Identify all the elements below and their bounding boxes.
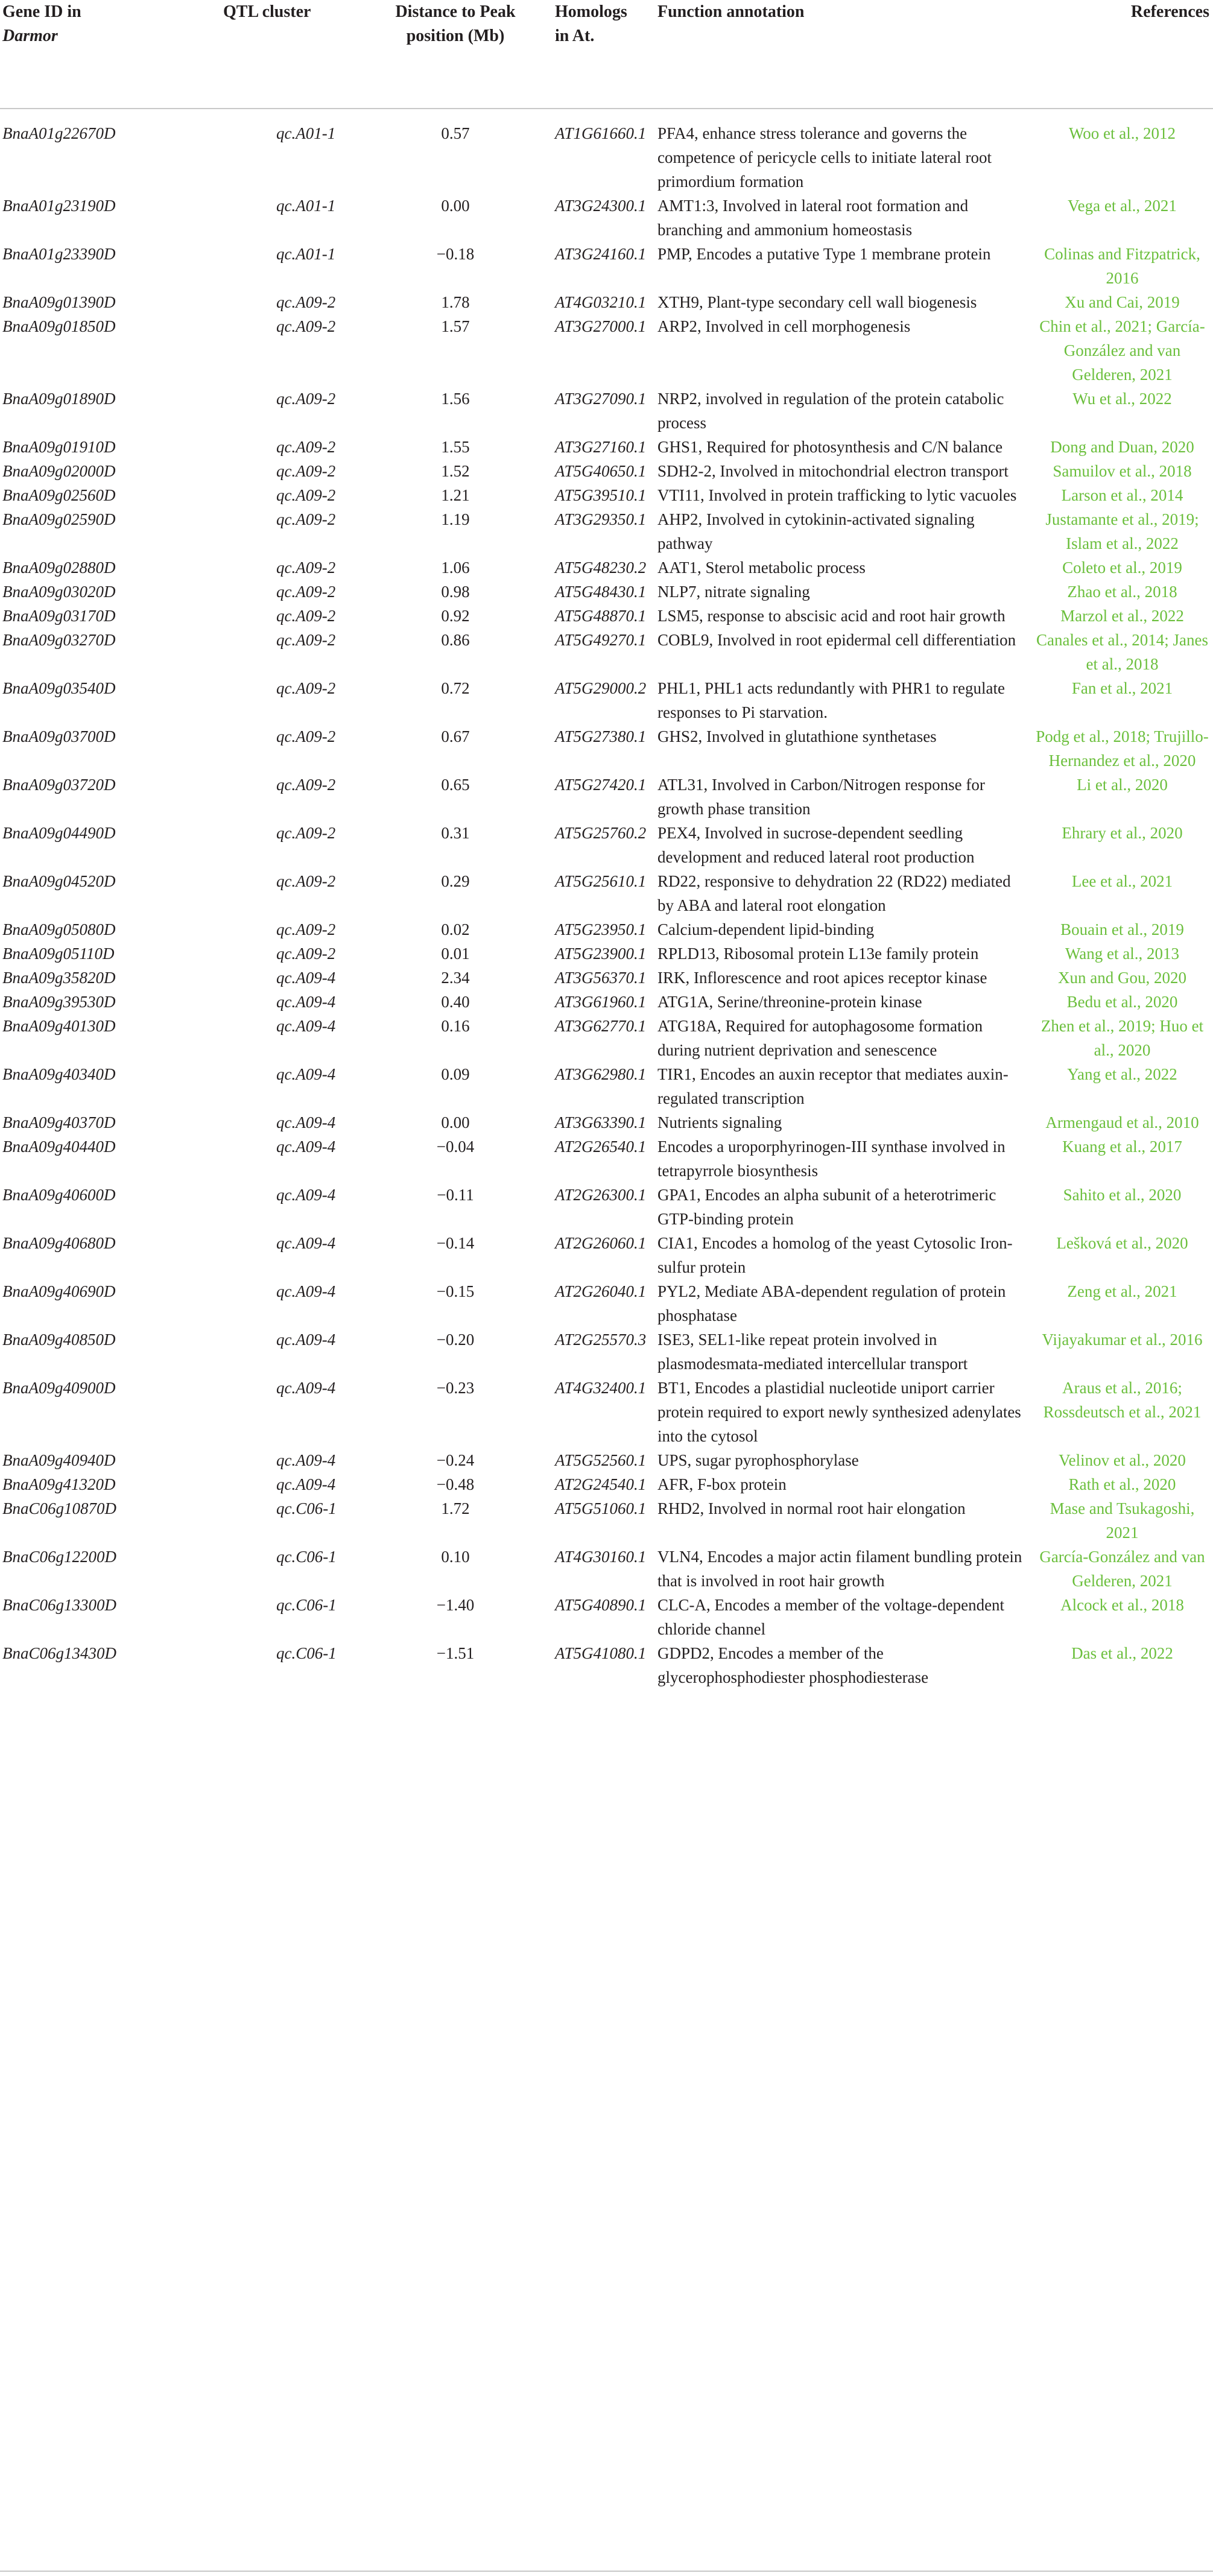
- reference-link[interactable]: Armengaud et al., 2010: [1045, 1113, 1199, 1131]
- homolog-cell: AT5G41080.1: [555, 1644, 647, 1662]
- reference-link[interactable]: Larson et al., 2014: [1061, 486, 1183, 504]
- table-row: [0, 483, 1213, 507]
- qtl-cluster-cell: qc.A09-4: [276, 1017, 336, 1035]
- gene-id-cell: BnaA09g40340D: [2, 1065, 116, 1083]
- function-annotation-cell: AAT1, Sterol metabolic process: [657, 559, 866, 577]
- reference-link[interactable]: Bedu et al., 2020: [1066, 993, 1178, 1011]
- header-function: Function annotation: [645, 0, 1031, 109]
- gene-id-cell: BnaA09g03020D: [2, 583, 116, 601]
- homolog-cell: AT4G30160.1: [555, 1548, 647, 1566]
- table-row: [0, 821, 1213, 869]
- homolog-cell: AT5G25760.2: [555, 824, 647, 842]
- reference-link[interactable]: Fan et al., 2021: [1071, 679, 1173, 697]
- function-annotation-cell: XTH9, Plant-type secondary cell wall biogenesis: [657, 293, 977, 311]
- homolog-cell: AT1G61660.1: [555, 124, 647, 142]
- table-body: [0, 109, 1213, 1689]
- gene-id-cell: BnaA09g41320D: [2, 1475, 116, 1493]
- gene-id-cell: BnaA09g40850D: [2, 1331, 116, 1349]
- reference-link[interactable]: Sahito et al., 2020: [1063, 1186, 1182, 1204]
- table-row: [0, 1014, 1213, 1062]
- reference-link[interactable]: Justamante et al., 2019; Islam et al., 2022: [1045, 510, 1199, 552]
- qtl-cluster-cell: qc.A09-4: [276, 1379, 336, 1397]
- homolog-cell: AT5G39510.1: [555, 486, 647, 504]
- distance-cell: 0.86: [441, 631, 470, 649]
- gene-id-cell: BnaA09g40130D: [2, 1017, 116, 1035]
- table-row: [0, 314, 1213, 387]
- table-row: [0, 869, 1213, 917]
- gene-id-cell: BnaA09g03720D: [2, 776, 116, 794]
- qtl-cluster-cell: qc.A09-2: [276, 559, 336, 577]
- function-annotation-cell: AHP2, Involved in cytokinin-activated signaling pathway: [657, 510, 975, 552]
- gene-id-cell: BnaA01g22670D: [2, 124, 116, 142]
- reference-link[interactable]: Vega et al., 2021: [1068, 197, 1177, 215]
- qtl-cluster-cell: qc.A09-2: [276, 872, 336, 890]
- qtl-cluster-cell: qc.A09-2: [276, 510, 336, 528]
- function-annotation-cell: ATL31, Involved in Carbon/Nitrogen response for growth phase transition: [657, 776, 985, 818]
- table-row: [0, 1641, 1213, 1689]
- reference-link[interactable]: Ehrary et al., 2020: [1062, 824, 1183, 842]
- table-row: [0, 1472, 1213, 1496]
- gene-id-cell: BnaA01g23190D: [2, 197, 116, 215]
- gene-id-cell: BnaA09g03270D: [2, 631, 116, 649]
- table-row: [0, 290, 1213, 314]
- reference-link[interactable]: Das et al., 2022: [1071, 1644, 1173, 1662]
- gene-id-cell: BnaA09g40680D: [2, 1234, 116, 1252]
- table-row: [0, 990, 1213, 1014]
- table-row: [0, 435, 1213, 459]
- reference-link[interactable]: Woo et al., 2012: [1068, 124, 1176, 142]
- homolog-cell: AT5G27380.1: [555, 727, 647, 745]
- distance-cell: 0.16: [441, 1017, 470, 1035]
- homolog-cell: AT5G40650.1: [555, 462, 647, 480]
- qtl-cluster-cell: qc.A09-4: [276, 1282, 336, 1300]
- function-annotation-cell: ATG1A, Serine/threonine-protein kinase: [657, 993, 922, 1011]
- qtl-cluster-cell: qc.A01-1: [276, 124, 336, 142]
- table-header: [0, 0, 1213, 109]
- homolog-cell: AT5G23900.1: [555, 945, 647, 963]
- qtl-cluster-cell: qc.A09-2: [276, 920, 336, 938]
- distance-cell: −1.40: [436, 1596, 475, 1614]
- table-row: [0, 966, 1213, 990]
- qtl-cluster-cell: qc.A09-4: [276, 1234, 336, 1252]
- reference-link[interactable]: Podg et al., 2018; Trujillo-Hernandez et al., 2020: [1036, 727, 1209, 770]
- qtl-cluster-cell: qc.A09-4: [276, 1451, 336, 1469]
- function-annotation-cell: PFA4, enhance stress tolerance and governs the competence of pericycle cells to initiate lateral root primordium formation: [657, 124, 992, 191]
- function-annotation-cell: LSM5, response to abscisic acid and root hair growth: [657, 607, 1006, 625]
- reference-link[interactable]: Xu and Cai, 2019: [1065, 293, 1180, 311]
- homolog-cell: AT3G24160.1: [555, 245, 647, 263]
- qtl-cluster-cell: qc.C06-1: [276, 1499, 337, 1517]
- homolog-cell: AT3G24300.1: [555, 197, 647, 215]
- reference-link[interactable]: Dong and Duan, 2020: [1050, 438, 1194, 456]
- header-homologs: Homologs in At.: [531, 0, 645, 109]
- distance-cell: −0.11: [437, 1186, 474, 1204]
- gene-id-cell: BnaA09g03540D: [2, 679, 116, 697]
- qtl-cluster-cell: qc.A09-4: [276, 993, 336, 1011]
- function-annotation-cell: ISE3, SEL1-like repeat protein involved in plasmodesmata-mediated intercellular transport: [657, 1331, 968, 1373]
- table-row: [0, 1062, 1213, 1110]
- table-row: [0, 194, 1213, 242]
- reference-link[interactable]: Zeng et al., 2021: [1067, 1282, 1177, 1300]
- homolog-cell: AT5G51060.1: [555, 1499, 647, 1517]
- homolog-cell: AT2G26060.1: [555, 1234, 647, 1252]
- table-row: [0, 1135, 1213, 1183]
- header-references: References: [1031, 0, 1213, 109]
- table-row: [0, 555, 1213, 580]
- gene-id-cell: BnaA09g35820D: [2, 969, 116, 987]
- gene-id-cell: BnaA09g02590D: [2, 510, 116, 528]
- homolog-cell: AT4G32400.1: [555, 1379, 647, 1397]
- gene-id-cell: BnaA09g02560D: [2, 486, 116, 504]
- function-annotation-cell: NLP7, nitrate signaling: [657, 583, 810, 601]
- gene-id-cell: BnaA09g01850D: [2, 317, 116, 335]
- function-annotation-cell: GHS1, Required for photosynthesis and C/N balance: [657, 438, 1003, 456]
- gene-id-cell: BnaA09g01910D: [2, 438, 116, 456]
- distance-cell: 0.65: [441, 776, 470, 794]
- gene-id-cell: BnaA09g02880D: [2, 559, 116, 577]
- table-row: [0, 109, 1213, 194]
- table-row: [0, 507, 1213, 555]
- homolog-cell: AT3G27000.1: [555, 317, 647, 335]
- reference-link[interactable]: Bouain et al., 2019: [1060, 920, 1184, 938]
- function-annotation-cell: IRK, Inflorescence and root apices receptor kinase: [657, 969, 987, 987]
- table-row: [0, 1183, 1213, 1231]
- function-annotation-cell: NRP2, involved in regulation of the protein catabolic process: [657, 390, 1004, 432]
- gene-id-cell: BnaA09g40940D: [2, 1451, 116, 1469]
- distance-cell: 1.21: [441, 486, 470, 504]
- reference-link[interactable]: Colinas and Fitzpatrick, 2016: [1044, 245, 1200, 287]
- qtl-cluster-cell: qc.A09-2: [276, 438, 336, 456]
- reference-link[interactable]: Wu et al., 2022: [1072, 390, 1172, 408]
- distance-cell: 0.67: [441, 727, 470, 745]
- homolog-cell: AT5G25610.1: [555, 872, 647, 890]
- reference-link[interactable]: Canales et al., 2014; Janes et al., 2018: [1036, 631, 1208, 673]
- distance-cell: 0.29: [441, 872, 470, 890]
- reference-link[interactable]: García-González and van Gelderen, 2021: [1039, 1548, 1205, 1590]
- homolog-cell: AT3G62980.1: [555, 1065, 647, 1083]
- qtl-cluster-cell: qc.A09-4: [276, 1113, 336, 1131]
- homolog-cell: AT5G40890.1: [555, 1596, 647, 1614]
- header-row: [0, 0, 1213, 109]
- qtl-cluster-cell: qc.A09-4: [276, 1331, 336, 1349]
- function-annotation-cell: VLN4, Encodes a major actin filament bundling protein that is involved in root hair growth: [657, 1548, 1022, 1590]
- qtl-cluster-cell: qc.A09-2: [276, 607, 336, 625]
- distance-cell: 0.72: [441, 679, 470, 697]
- qtl-cluster-cell: qc.A09-4: [276, 969, 336, 987]
- function-annotation-cell: PMP, Encodes a putative Type 1 membrane protein: [657, 245, 991, 263]
- distance-cell: −0.20: [436, 1331, 475, 1349]
- reference-link[interactable]: Wang et al., 2013: [1065, 945, 1180, 963]
- homolog-cell: AT5G27420.1: [555, 776, 647, 794]
- qtl-cluster-cell: qc.C06-1: [276, 1596, 337, 1614]
- homolog-cell: AT3G61960.1: [555, 993, 647, 1011]
- table-row: [0, 1231, 1213, 1279]
- table-row: [0, 1496, 1213, 1545]
- distance-cell: −0.14: [436, 1234, 475, 1252]
- reference-link[interactable]: Kuang et al., 2017: [1062, 1138, 1182, 1156]
- reference-link[interactable]: Araus et al., 2016; Rossdeutsch et al., 2021: [1043, 1379, 1202, 1421]
- homolog-cell: AT2G26040.1: [555, 1282, 647, 1300]
- table-row: [0, 1593, 1213, 1641]
- function-annotation-cell: SDH2-2, Involved in mitochondrial electron transport: [657, 462, 1009, 480]
- distance-cell: 1.06: [441, 559, 470, 577]
- table-row: [0, 917, 1213, 941]
- function-annotation-cell: VTI11, Involved in protein trafficking to lytic vacuoles: [657, 486, 1017, 504]
- function-annotation-cell: GHS2, Involved in glutathione synthetases: [657, 727, 937, 745]
- distance-cell: 0.10: [441, 1548, 470, 1566]
- function-annotation-cell: UPS, sugar pyrophosphorylase: [657, 1451, 859, 1469]
- gene-id-cell: BnaA09g40370D: [2, 1113, 116, 1131]
- qtl-cluster-cell: qc.A09-2: [276, 824, 336, 842]
- table-row: [0, 1279, 1213, 1328]
- gene-id-cell: BnaA09g40690D: [2, 1282, 116, 1300]
- distance-cell: 0.01: [441, 945, 470, 963]
- table-row: [0, 1545, 1213, 1593]
- qtl-cluster-cell: qc.A09-2: [276, 293, 336, 311]
- homolog-cell: AT2G26540.1: [555, 1138, 647, 1156]
- qtl-cluster-cell: qc.A01-1: [276, 245, 336, 263]
- header-gene-id-em: Darmor: [2, 27, 58, 45]
- table-row: [0, 1376, 1213, 1448]
- homolog-cell: AT5G23950.1: [555, 920, 647, 938]
- gene-id-cell: BnaC06g12200D: [2, 1548, 116, 1566]
- distance-cell: 1.72: [441, 1499, 470, 1517]
- function-annotation-cell: TIR1, Encodes an auxin receptor that mediates auxin-regulated transcription: [657, 1065, 1009, 1107]
- table-row: [0, 580, 1213, 604]
- table-row: [0, 941, 1213, 966]
- function-annotation-cell: RHD2, Involved in normal root hair elongation: [657, 1499, 966, 1517]
- distance-cell: 1.52: [441, 462, 470, 480]
- table-row: [0, 773, 1213, 821]
- reference-link[interactable]: Velinov et al., 2020: [1059, 1451, 1186, 1469]
- gene-id-cell: BnaA09g02000D: [2, 462, 116, 480]
- distance-cell: 1.57: [441, 317, 470, 335]
- homolog-cell: AT5G29000.2: [555, 679, 647, 697]
- qtl-cluster-cell: qc.A09-4: [276, 1065, 336, 1083]
- homolog-cell: AT5G48430.1: [555, 583, 647, 601]
- function-annotation-cell: CIA1, Encodes a homolog of the yeast Cytosolic Iron-sulfur protein: [657, 1234, 1013, 1276]
- function-annotation-cell: AMT1:3, Involved in lateral root formation and branching and ammonium homeostasis: [657, 197, 969, 239]
- homolog-cell: AT2G26300.1: [555, 1186, 647, 1204]
- homolog-cell: AT3G27090.1: [555, 390, 647, 408]
- distance-cell: 0.09: [441, 1065, 470, 1083]
- qtl-cluster-cell: qc.C06-1: [276, 1548, 337, 1566]
- gene-id-cell: BnaC06g13430D: [2, 1644, 116, 1662]
- header-gene-id-label: Gene ID in: [2, 2, 81, 21]
- qtl-cluster-cell: qc.A09-2: [276, 317, 336, 335]
- reference-link[interactable]: Mase and Tsukagoshi, 2021: [1050, 1499, 1195, 1542]
- homolog-cell: AT3G27160.1: [555, 438, 647, 456]
- distance-cell: −1.51: [436, 1644, 475, 1662]
- table-row: [0, 1448, 1213, 1472]
- qtl-cluster-cell: qc.A09-4: [276, 1186, 336, 1204]
- homolog-cell: AT3G29350.1: [555, 510, 647, 528]
- distance-cell: −0.18: [436, 245, 475, 263]
- qtl-cluster-cell: qc.A09-2: [276, 583, 336, 601]
- distance-cell: 1.55: [441, 438, 470, 456]
- qtl-cluster-cell: qc.C06-1: [276, 1644, 337, 1662]
- function-annotation-cell: BT1, Encodes a plastidial nucleotide uniport carrier protein required to export newly synthesized adenylates into the cytosol: [657, 1379, 1021, 1445]
- gene-id-cell: BnaA09g04490D: [2, 824, 116, 842]
- distance-cell: 0.40: [441, 993, 470, 1011]
- function-annotation-cell: RD22, responsive to dehydration 22 (RD22) mediated by ABA and lateral root elongation: [657, 872, 1011, 914]
- table-row: [0, 1110, 1213, 1135]
- homolog-cell: AT2G24540.1: [555, 1475, 647, 1493]
- gene-id-cell: BnaA09g03170D: [2, 607, 116, 625]
- reference-link[interactable]: Zhen et al., 2019; Huo et al., 2020: [1040, 1017, 1204, 1059]
- gene-id-cell: BnaA09g01390D: [2, 293, 116, 311]
- reference-link[interactable]: Zhao et al., 2018: [1067, 583, 1177, 601]
- distance-cell: 2.34: [441, 969, 470, 987]
- function-annotation-cell: Calcium-dependent lipid-binding: [657, 920, 875, 938]
- homolog-cell: AT3G56370.1: [555, 969, 647, 987]
- homolog-cell: AT3G63390.1: [555, 1113, 647, 1131]
- table-row: [0, 459, 1213, 483]
- reference-link[interactable]: Yang et al., 2022: [1067, 1065, 1177, 1083]
- header-qtl-cluster: QTL cluster: [223, 0, 380, 109]
- function-annotation-cell: COBL9, Involved in root epidermal cell differentiation: [657, 631, 1016, 649]
- function-annotation-cell: PHL1, PHL1 acts redundantly with PHR1 to regulate responses to Pi starvation.: [657, 679, 1005, 721]
- function-annotation-cell: Encodes a uroporphyrinogen-III synthase involved in tetrapyrrole biosynthesis: [657, 1138, 1006, 1180]
- distance-cell: 0.98: [441, 583, 470, 601]
- distance-cell: 1.78: [441, 293, 470, 311]
- distance-cell: 0.02: [441, 920, 470, 938]
- qtl-cluster-cell: qc.A09-2: [276, 462, 336, 480]
- function-annotation-cell: ATG18A, Required for autophagosome formation during nutrient deprivation and senescence: [657, 1017, 983, 1059]
- reference-link[interactable]: Lee et al., 2021: [1071, 872, 1173, 890]
- table-row: [0, 724, 1213, 773]
- distance-cell: 0.57: [441, 124, 470, 142]
- gene-id-cell: BnaA09g05080D: [2, 920, 116, 938]
- gene-id-cell: BnaA09g40440D: [2, 1138, 116, 1156]
- qtl-cluster-cell: qc.A01-1: [276, 197, 336, 215]
- gene-id-cell: BnaC06g10870D: [2, 1499, 116, 1517]
- distance-cell: 0.31: [441, 824, 470, 842]
- qtl-cluster-cell: qc.A09-4: [276, 1138, 336, 1156]
- function-annotation-cell: GDPD2, Encodes a member of the glycerophosphodiester phosphodiesterase: [657, 1644, 929, 1686]
- distance-cell: −0.15: [436, 1282, 475, 1300]
- gene-id-cell: BnaA09g39530D: [2, 993, 116, 1011]
- reference-link[interactable]: Li et al., 2020: [1077, 776, 1168, 794]
- reference-link[interactable]: Lešková et al., 2020: [1056, 1234, 1188, 1252]
- function-annotation-cell: PEX4, Involved in sucrose-dependent seedling development and reduced lateral root production: [657, 824, 975, 866]
- homolog-cell: AT5G52560.1: [555, 1451, 647, 1469]
- function-annotation-cell: Nutrients signaling: [657, 1113, 782, 1131]
- qtl-cluster-cell: qc.A09-2: [276, 631, 336, 649]
- table-row: [0, 1328, 1213, 1376]
- distance-cell: 0.00: [441, 197, 470, 215]
- function-annotation-cell: GPA1, Encodes an alpha subunit of a heterotrimeric GTP-binding protein: [657, 1186, 996, 1228]
- gene-id-cell: BnaA09g40600D: [2, 1186, 116, 1204]
- table-row: [0, 387, 1213, 435]
- qtl-cluster-cell: qc.A09-4: [276, 1475, 336, 1493]
- distance-cell: −0.23: [436, 1379, 475, 1397]
- function-annotation-cell: AFR, F-box protein: [657, 1475, 787, 1493]
- distance-cell: 0.00: [441, 1113, 470, 1131]
- table-row: [0, 242, 1213, 290]
- distance-cell: 1.19: [441, 510, 470, 528]
- homolog-cell: AT5G48870.1: [555, 607, 647, 625]
- distance-cell: −0.48: [436, 1475, 475, 1493]
- function-annotation-cell: RPLD13, Ribosomal protein L13e family protein: [657, 945, 979, 963]
- reference-link[interactable]: Chin et al., 2021; García-González and van Gelderen, 2021: [1039, 317, 1205, 384]
- homolog-cell: AT4G03210.1: [555, 293, 647, 311]
- gene-id-cell: BnaA09g05110D: [2, 945, 115, 963]
- homolog-cell: AT3G62770.1: [555, 1017, 647, 1035]
- table-row: [0, 604, 1213, 628]
- reference-link[interactable]: Coleto et al., 2019: [1062, 559, 1182, 577]
- distance-cell: −0.04: [436, 1138, 475, 1156]
- distance-cell: 0.92: [441, 607, 470, 625]
- homolog-cell: AT5G49270.1: [555, 631, 647, 649]
- gene-id-cell: BnaA09g04520D: [2, 872, 116, 890]
- qtl-cluster-cell: qc.A09-2: [276, 945, 336, 963]
- header-gene-id: [0, 0, 223, 109]
- gene-id-cell: BnaA01g23390D: [2, 245, 116, 263]
- reference-link[interactable]: Samuilov et al., 2018: [1053, 462, 1192, 480]
- homolog-cell: AT2G25570.3: [555, 1331, 647, 1349]
- gene-id-cell: BnaA09g40900D: [2, 1379, 116, 1397]
- reference-link[interactable]: Marzol et al., 2022: [1060, 607, 1184, 625]
- qtl-cluster-cell: qc.A09-2: [276, 727, 336, 745]
- reference-link[interactable]: Vijayakumar et al., 2016: [1042, 1331, 1203, 1349]
- reference-link[interactable]: Xun and Gou, 2020: [1058, 969, 1186, 987]
- gene-id-cell: BnaA09g01890D: [2, 390, 116, 408]
- qtl-cluster-cell: qc.A09-2: [276, 776, 336, 794]
- table-row: [0, 628, 1213, 676]
- gene-id-cell: BnaC06g13300D: [2, 1596, 116, 1614]
- distance-cell: −0.24: [436, 1451, 475, 1469]
- function-annotation-cell: ARP2, Involved in cell morphogenesis: [657, 317, 911, 335]
- homolog-cell: AT5G48230.2: [555, 559, 647, 577]
- reference-link[interactable]: Alcock et al., 2018: [1060, 1596, 1184, 1614]
- header-distance: Distance to Peak position (Mb): [380, 0, 531, 109]
- reference-link[interactable]: Rath et al., 2020: [1068, 1475, 1176, 1493]
- table-bottom-rule: [0, 2571, 1213, 2572]
- table-row: [0, 676, 1213, 724]
- qtl-cluster-cell: qc.A09-2: [276, 486, 336, 504]
- gene-id-cell: BnaA09g03700D: [2, 727, 116, 745]
- qtl-cluster-cell: qc.A09-2: [276, 679, 336, 697]
- distance-cell: 1.56: [441, 390, 470, 408]
- qtl-cluster-cell: qc.A09-2: [276, 390, 336, 408]
- function-annotation-cell: CLC-A, Encodes a member of the voltage-dependent chloride channel: [657, 1596, 1005, 1638]
- function-annotation-cell: PYL2, Mediate ABA-dependent regulation of protein phosphatase: [657, 1282, 1006, 1324]
